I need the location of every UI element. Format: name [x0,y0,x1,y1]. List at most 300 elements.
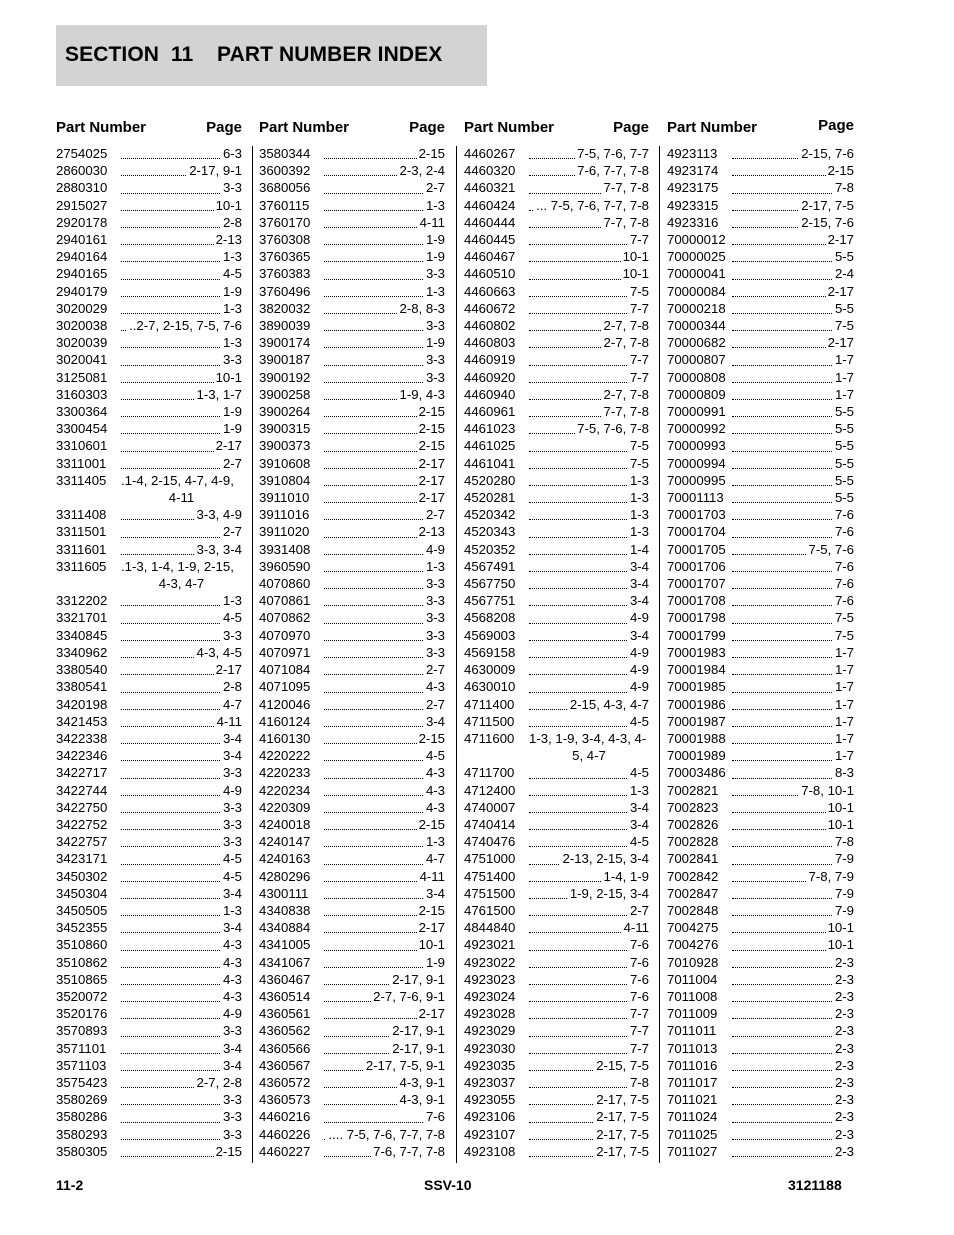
page-reference-text: 7-7 [629,1023,649,1039]
page-reference-text: 7-8, 7-9 [808,868,854,884]
page-reference [732,351,854,368]
page-reference-text: 4-5 [629,834,649,850]
index-row [259,283,445,300]
index-row [259,782,445,799]
page-reference [732,971,854,988]
page-reference [324,1057,445,1074]
index-row [464,1040,649,1057]
index-row [56,283,242,300]
index-row [259,197,445,214]
page-reference [732,609,854,626]
index-row [259,1126,445,1143]
index-row [464,730,649,764]
page-reference [732,1022,854,1039]
page-reference-text: 3-4 [222,885,242,901]
page-reference-text: 2-17, 7-5 [596,1092,649,1108]
page-reference [529,214,649,231]
page-reference [324,317,445,334]
part-number: 3312202 [56,593,108,609]
index-row [56,231,242,248]
index-row [464,231,649,248]
part-number: 70000995 [667,472,726,488]
part-number: 4070971 [259,644,311,660]
part-number: 3900174 [259,335,311,351]
index-row [464,179,649,196]
index-row [667,644,854,661]
part-number: 3340845 [56,627,108,643]
index-row [259,523,445,540]
page-reference [324,644,445,661]
index-row [259,1091,445,1108]
part-number: 70001983 [667,644,726,660]
index-row [464,988,649,1005]
part-number: 4740007 [464,799,516,815]
index-row [56,506,242,523]
part-number: 2940161 [56,232,108,248]
index-row [56,885,242,902]
page-reference-text: 2-17, 7-5 [596,1143,649,1159]
index-row [667,523,854,540]
page-reference-text: 3-3 [425,644,445,660]
page-reference [529,179,649,196]
page-reference-text: 1-3 [222,593,242,609]
part-number: 3450505 [56,902,108,918]
part-number-header: Part Number [56,119,147,136]
footer-page-number: 11-2 [56,1177,84,1193]
part-number: 70000992 [667,421,726,437]
part-number: 2860030 [56,163,108,179]
page-reference [121,971,242,988]
part-number: 70001705 [667,541,726,557]
index-row [464,902,649,919]
part-number: 3600392 [259,163,311,179]
page-reference [121,1074,242,1091]
page-reference [121,782,242,799]
part-number: 3760383 [259,266,311,282]
page-reference [324,1091,445,1108]
page-reference-text: 5-5 [834,455,854,471]
index-row [259,1057,445,1074]
page-reference-text: 3-3 [425,266,445,282]
part-number: 4280296 [259,868,311,884]
page-reference [324,334,445,351]
index-row [667,1005,854,1022]
page-reference-text: 1-9 [222,404,242,420]
page-reference [732,558,854,575]
part-number: 4712400 [464,782,516,798]
page-reference-text: 4-3 [222,937,242,953]
page-reference-text: 4-5 [222,610,242,626]
page-reference-text: 3-3 [222,1109,242,1125]
page-reference-text: 4-5 [222,868,242,884]
page-reference [121,506,242,523]
page-reference-text: 7-6, 7-7, 7-8 [577,163,649,179]
part-number: 7002847 [667,885,719,901]
part-number: 70001989 [667,748,726,764]
index-row [56,919,242,936]
page-reference [121,386,242,403]
index-row [667,1108,854,1125]
page-header: Page [818,117,854,134]
part-number: 4460320 [464,163,516,179]
page-reference-text: 4-9 [629,610,649,626]
page-reference-text: 2-7 [425,662,445,678]
index-row [667,799,854,816]
column-divider [659,146,660,1163]
index-row [259,351,445,368]
index-row [56,1022,242,1039]
part-number: 3340962 [56,644,108,660]
page-reference [529,369,649,386]
page-reference-text: 10-1 [418,937,445,953]
index-row [259,850,445,867]
index-row [464,248,649,265]
page-reference [324,971,445,988]
index-row [259,747,445,764]
part-number: 3450302 [56,868,108,884]
column-divider [252,146,253,1163]
index-row [464,317,649,334]
part-number: 3160303 [56,386,108,402]
page-reference-text: 2-7, 7-8 [603,335,649,351]
part-number: 4360467 [259,971,311,987]
part-number: 4923037 [464,1074,516,1090]
page-reference-text: 4-3 [425,782,445,798]
page-reference [529,1005,649,1022]
page-reference [732,334,854,351]
page-reference-text: 1-3 [629,472,649,488]
page-reference [121,1022,242,1039]
part-number: 4460672 [464,300,516,316]
index-column-2 [259,119,445,1160]
part-number: 3510862 [56,954,108,970]
part-number: 3380541 [56,679,108,695]
part-number: 4360572 [259,1074,311,1090]
part-number: 4711500 [464,713,515,729]
part-number: 4160124 [259,713,311,729]
page-reference-text: 1-7 [834,713,854,729]
page-reference-text: 7-5, 7-6, 7-8 [577,421,649,437]
index-row [56,334,242,351]
index-row [667,369,854,386]
page-reference-text: 1-3 [222,249,242,265]
page-reference-text: 2-15, 7-5 [596,1057,649,1073]
page-reference [324,558,445,575]
page-reference-text: 5-5 [834,438,854,454]
page-reference-text: 2-17, 7-5 [801,197,854,213]
page-reference-text: 1-3 [425,283,445,299]
page-reference [732,661,854,678]
part-number: 70001988 [667,730,726,746]
index-row [259,403,445,420]
page-reference [121,592,242,609]
page-reference-text: 2-17 [418,472,445,488]
part-number: 4360567 [259,1057,311,1073]
index-row [464,713,649,730]
index-row [56,988,242,1005]
part-number: 70001985 [667,679,726,695]
part-number: 3422744 [56,782,108,798]
index-row [667,265,854,282]
part-number: 4923024 [464,988,516,1004]
index-row [464,661,649,678]
index-row [667,1040,854,1057]
page-reference-text: 4-3 [222,988,242,1004]
page-reference-text: 4-9 [222,782,242,798]
part-number: 7010928 [667,954,719,970]
part-number: 3911010 [259,490,310,506]
index-row [259,369,445,386]
index-row [464,506,649,523]
part-number: 4460227 [259,1143,311,1159]
part-number: 3311408 [56,507,107,523]
page-reference-text: 2-3, 2-4 [399,163,445,179]
page-reference [529,971,649,988]
page-reference-text: 2-17, 9-1 [189,163,242,179]
page-reference [324,885,445,902]
page-reference-text: 3-3 [222,765,242,781]
index-row [464,386,649,403]
part-number: 4520352 [464,541,516,557]
part-number: 4923316 [667,214,719,230]
page-reference-text: 7-5 [629,455,649,471]
page-reference [529,197,649,214]
page-reference [732,420,854,437]
page-reference-text: 7-6 [834,507,854,523]
index-row [464,1091,649,1108]
index-row [56,472,242,506]
index-row [56,1126,242,1143]
page-reference-text: 3-3 [425,576,445,592]
part-number: 2915027 [56,197,108,213]
page-reference-text: 1-7 [834,662,854,678]
index-column-3 [464,119,649,1160]
page-reference [529,988,649,1005]
part-number: 3422757 [56,834,108,850]
index-row [259,248,445,265]
part-number: 7011021 [667,1092,718,1108]
page-header: Page [206,119,242,136]
page-reference [732,816,854,833]
index-row [259,868,445,885]
page-reference-text: 4-5 [222,851,242,867]
part-number: 3422346 [56,748,108,764]
page-reference [121,351,242,368]
index-row [667,248,854,265]
page-reference-text: 6-3 [222,146,242,161]
index-row [259,661,445,678]
page-reference [732,936,854,953]
part-number: 7011009 [667,1006,718,1022]
part-number: 4923028 [464,1006,516,1022]
page-reference-text: 1-9 [425,249,445,265]
page-reference [121,403,242,420]
page-reference [732,1005,854,1022]
index-row [259,1005,445,1022]
page-reference [529,1057,649,1074]
index-row [56,317,242,334]
index-row [56,764,242,781]
index-row [464,799,649,816]
part-number: 4070861 [259,593,311,609]
index-row [464,334,649,351]
part-number: 7011011 [667,1023,717,1039]
page-reference-text: 2-17, 7-5 [596,1109,649,1125]
index-rows [56,145,242,1160]
part-number: 3910608 [259,455,311,471]
page-reference [324,988,445,1005]
page-reference [732,902,854,919]
index-row [56,1005,242,1022]
page-reference [121,265,242,282]
index-row [667,231,854,248]
index-row [259,816,445,833]
page-reference-text: 7-6 [629,954,649,970]
page-reference-text: .1-3, 1-4, 1-9, 2-15, [121,558,234,574]
part-number: 2940179 [56,283,108,299]
page-reference [529,1143,649,1160]
page-reference [121,1143,242,1160]
index-row [667,592,854,609]
page-reference [121,1005,242,1022]
page-reference-text: 7-7 [629,352,649,368]
page-reference-text: 1-7 [834,386,854,402]
page-reference [529,351,649,368]
page-reference-text: 3-4 [222,1057,242,1073]
index-row [667,868,854,885]
page-reference [324,351,445,368]
page-reference [324,369,445,386]
page-reference [732,592,854,609]
page-reference-text: 7-7, 7-8 [603,214,649,230]
page-reference-text: 4-7 [425,851,445,867]
page-reference [529,799,649,816]
page-reference [732,1143,854,1160]
page-reference-text: 1-3, 1-9, 3-4, 4-3, 4- [529,730,647,746]
page-reference [732,455,854,472]
page-reference [732,644,854,661]
page-reference-text: 3-3 [425,369,445,385]
page-reference [324,455,445,472]
page-reference-text: 2-17 [418,920,445,936]
page-reference [121,541,242,558]
part-number: 7002848 [667,902,719,918]
index-row [464,541,649,558]
index-row [464,145,649,162]
index-row [464,850,649,867]
part-number: 7011004 [667,971,718,987]
page-reference [121,885,242,902]
part-number: 3911020 [259,524,310,540]
index-row [667,782,854,799]
page-reference-text: 2-4 [834,266,854,282]
part-number: 4070970 [259,627,311,643]
page-reference-text: 7-9 [834,885,854,901]
index-row [56,265,242,282]
page-reference [732,850,854,867]
part-number: 4630009 [464,662,516,678]
part-number: 3580293 [56,1126,108,1142]
part-number: 4569003 [464,627,516,643]
page-header: Page [409,119,445,136]
page-reference [732,162,854,179]
page-reference [324,197,445,214]
index-row [259,541,445,558]
page-reference-text: 4-3, 9-1 [399,1092,445,1108]
index-row [667,919,854,936]
page-reference [324,919,445,936]
part-number: 3580269 [56,1092,108,1108]
page-reference [121,1091,242,1108]
part-number: 3820032 [259,300,311,316]
part-number: 3900187 [259,352,311,368]
page-reference-text: 7-6 [834,593,854,609]
page-reference [529,1126,649,1143]
part-number: 3900373 [259,438,311,454]
index-row [464,1143,649,1160]
page-reference [324,523,445,540]
page-reference [529,248,649,265]
index-row [56,248,242,265]
page-reference [324,506,445,523]
page-reference [732,1057,854,1074]
page-reference [529,1108,649,1125]
page-reference [529,489,649,506]
page-reference [529,644,649,661]
page-reference-text: 3-4 [425,713,445,729]
page-reference [529,902,649,919]
page-reference [324,1074,445,1091]
page-reference [529,231,649,248]
page-reference-text: 4-5 [222,266,242,282]
page-reference-text: 3-3 [222,352,242,368]
page-reference-text: 2-8, 8-3 [399,300,445,316]
part-number: 4220234 [259,782,311,798]
index-row [56,833,242,850]
part-number: 4761500 [464,902,516,918]
index-row [56,1108,242,1125]
page-reference-text: 1-9 [425,954,445,970]
index-row [667,334,854,351]
part-number: 4460226 [259,1126,311,1142]
page-reference-text: 3-3 [222,799,242,815]
page-reference-text: 3-3 [425,352,445,368]
part-number: 4844840 [464,920,516,936]
index-row [56,592,242,609]
part-number: 4460424 [464,197,516,213]
page-reference-text: 7-9 [834,851,854,867]
index-row [56,799,242,816]
page-reference [529,420,649,437]
page-reference-text: 4-3, 9-1 [399,1074,445,1090]
part-number: 3760365 [259,249,311,265]
part-number: 4740414 [464,816,516,832]
part-number: 3520072 [56,988,108,1004]
page-reference-text: ..2-7, 2-15, 7-5, 7-6 [129,318,242,334]
part-number: 4740476 [464,834,516,850]
page-reference-text: 3-3, 4-9 [196,507,242,523]
part-number: 4460919 [464,352,516,368]
part-number: 3910804 [259,472,311,488]
index-row [56,644,242,661]
page-reference-text: 10-1 [215,369,242,385]
index-row [464,971,649,988]
page-reference [529,678,649,695]
part-number: 4240147 [259,834,311,850]
part-number: 4460445 [464,232,516,248]
page-reference [529,627,649,644]
part-number: 4071095 [259,679,311,695]
